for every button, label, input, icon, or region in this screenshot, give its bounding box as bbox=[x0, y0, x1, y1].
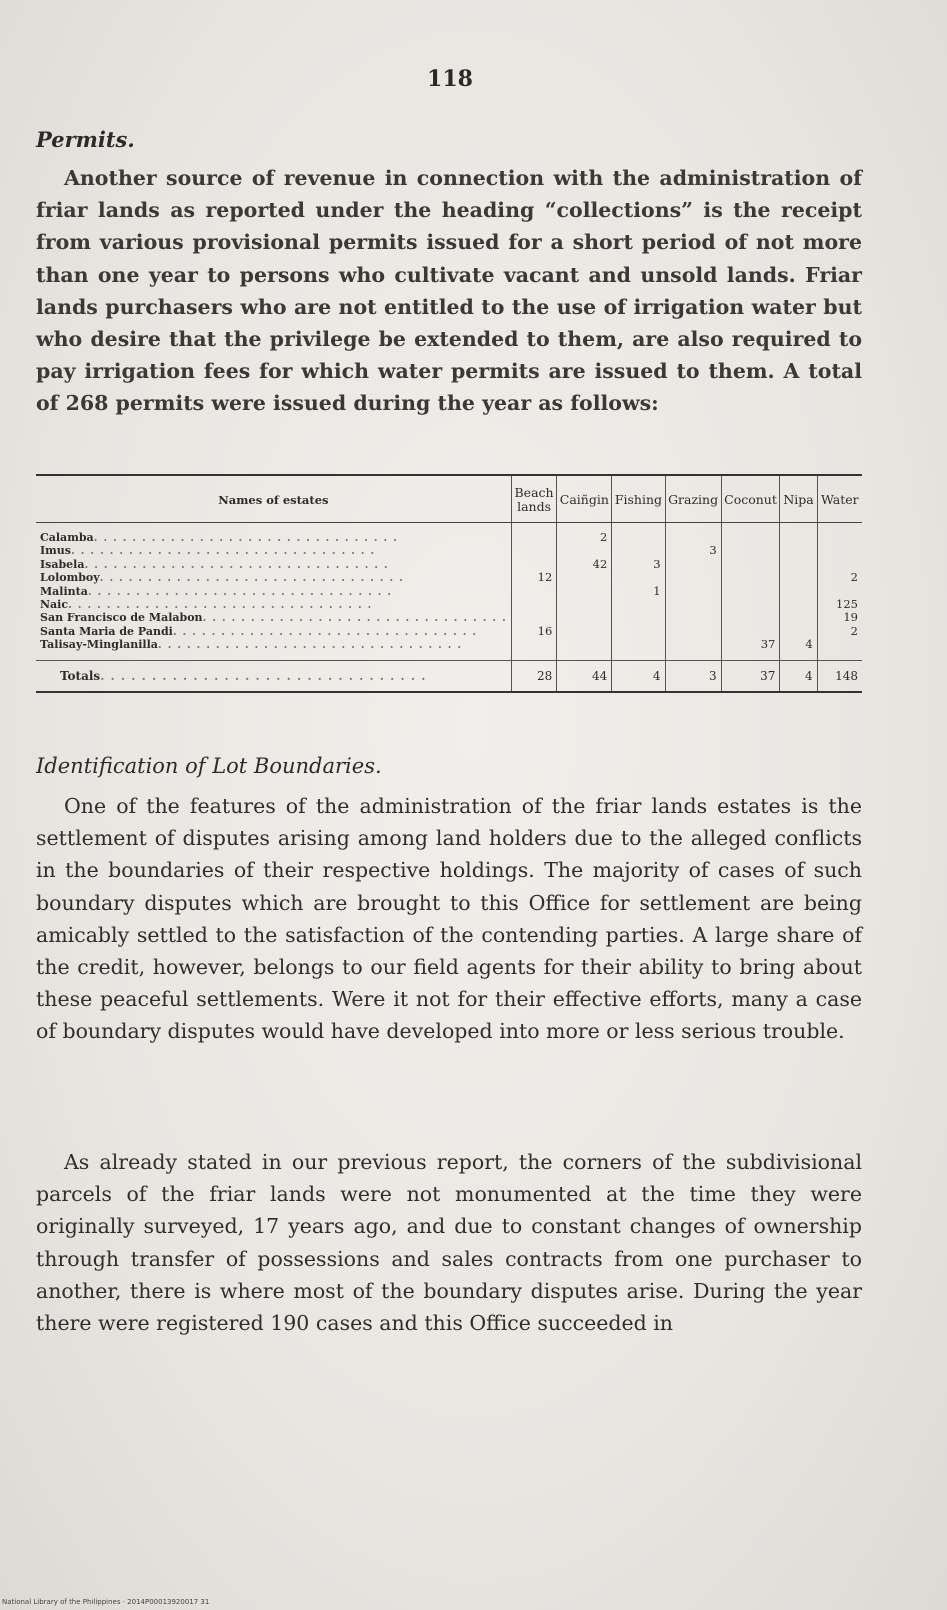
value-cell bbox=[721, 638, 780, 651]
identification-paragraph-2: As already stated in our previous report, the corners of the subdivisional parcels of the friar lands were not monumented at the time they were originally surveyed, 17 years ago, and due to constant changes of ownership through transfer of possessions and sales contracts from one purchaser to another, there is where most of the boundary disputes arise. During the year there were registered 190 cases and this Office succeeded in bbox=[36, 1150, 862, 1336]
value-cell bbox=[557, 625, 612, 638]
value-cell bbox=[612, 611, 665, 624]
value-cell bbox=[817, 598, 862, 611]
estate-name: Santa Maria de Pandi bbox=[40, 624, 173, 638]
estate-name-cell: Malinta. . . . . . . . . . . . . . . . . . . . . . . . . . . . . . . . bbox=[40, 584, 393, 598]
value-cell bbox=[557, 638, 612, 651]
table-row bbox=[36, 531, 862, 544]
estate-name-cell: Totals. . . . . . . . . . . . . . . . . . . . . . . . . . . . . . . . bbox=[36, 660, 511, 691]
value-cell bbox=[612, 585, 665, 598]
value-cell bbox=[612, 571, 665, 584]
value-cell bbox=[511, 544, 557, 557]
estate-name: Naic bbox=[40, 598, 69, 612]
value-cell bbox=[511, 598, 557, 611]
value-cell bbox=[511, 638, 557, 651]
estate-name-cell: Isabela. . . . . . . . . . . . . . . . . . . . . . . . . . . . . . . . bbox=[40, 557, 389, 571]
table-row bbox=[36, 625, 862, 638]
value-cell bbox=[665, 611, 721, 624]
cell-value: 125 bbox=[836, 597, 858, 612]
cell-value: 3 bbox=[709, 543, 717, 558]
estate-name: San Francisco de Malabon bbox=[40, 611, 203, 625]
header-water: Water bbox=[817, 476, 862, 523]
header-beach-lands: Beach lands bbox=[511, 476, 557, 523]
estate-name-cell: Santa Maria de Pandi. . . . . . . . . . . . . . . . . . . . . . . . . . . . . . . . bbox=[40, 624, 478, 638]
value-cell bbox=[557, 531, 612, 544]
header-nipa: Nipa bbox=[780, 476, 817, 523]
value-cell bbox=[817, 544, 862, 557]
value-cell bbox=[817, 531, 862, 544]
estate-name-cell: Imus. . . . . . . . . . . . . . . . . . . . . . . . . . . . . . . . bbox=[40, 544, 376, 558]
cell-value: 42 bbox=[592, 556, 608, 571]
estate-name-cell: Naic. . . . . . . . . . . . . . . . . . . . . . . . . . . . . . . . bbox=[40, 598, 373, 612]
value-cell bbox=[721, 611, 780, 624]
value-cell bbox=[665, 544, 721, 557]
value-cell bbox=[511, 531, 557, 544]
value-cell bbox=[665, 638, 721, 651]
cell-value: 1 bbox=[653, 583, 661, 598]
estate-name: Totals bbox=[60, 668, 101, 683]
value-cell bbox=[612, 660, 665, 691]
estate-name: Lolomboy bbox=[40, 571, 100, 585]
value-cell bbox=[557, 611, 612, 624]
value-cell bbox=[557, 558, 612, 571]
value-cell bbox=[721, 558, 780, 571]
value-cell bbox=[817, 558, 862, 571]
library-footer: National Library of the Philippines · 2014P00013920017 31 bbox=[2, 1598, 210, 1606]
cell-value: 44 bbox=[592, 668, 608, 683]
value-cell bbox=[780, 531, 817, 544]
value-cell bbox=[817, 625, 862, 638]
estate-name: Imus bbox=[40, 544, 71, 558]
value-cell bbox=[557, 571, 612, 584]
value-cell bbox=[511, 558, 557, 571]
estate-name: Calamba bbox=[40, 531, 94, 544]
table-row bbox=[36, 598, 862, 611]
value-cell bbox=[665, 531, 721, 544]
value-cell bbox=[612, 558, 665, 571]
table-header-row bbox=[36, 476, 862, 523]
estate-name-cell: San Francisco de Malabon. . . . . . . . . . . . . . . . . . . . . . . . . . . . . . . . bbox=[40, 611, 507, 625]
cell-value: 4 bbox=[652, 668, 661, 683]
table-row bbox=[36, 638, 862, 651]
value-cell bbox=[780, 558, 817, 571]
permits-paragraph: Another source of revenue in connection with the administration of friar lands as reported under the heading “collections” is the receipt from various provisional permits issued for a short period of not more than one year to persons who cultivate vacant and unsold lands. Friar lands purchasers who are not entitled to the use of irrigation water but who desire that the privilege be extended to them, are also required to pay irrigation fees for which water permits are issued to them. A total of 268 permits were issued during the year as follows: bbox=[36, 166, 862, 416]
table-row bbox=[36, 585, 862, 598]
cell-value: 148 bbox=[835, 668, 858, 683]
cell-value: 28 bbox=[537, 668, 553, 683]
value-cell bbox=[612, 531, 665, 544]
cell-value: 2 bbox=[850, 623, 858, 638]
permits-heading: Permits. bbox=[36, 127, 135, 152]
value-cell bbox=[665, 571, 721, 584]
value-cell bbox=[511, 585, 557, 598]
value-cell bbox=[557, 544, 612, 557]
header-coconut: Coconut bbox=[721, 476, 780, 523]
estate-name-cell: Talisay-Minglanilla. . . . . . . . . . . . . . . . . . . . . . . . . . . . . . . . bbox=[40, 638, 463, 652]
value-cell bbox=[817, 660, 862, 691]
value-cell bbox=[511, 660, 557, 691]
cell-value: 4 bbox=[805, 668, 813, 683]
value-cell bbox=[721, 531, 780, 544]
identification-paragraph-1: One of the features of the administration of the friar lands estates is the settlement of disputes arising among land holders due to the alleged conflicts in the boundaries of their respective holdings. The majority of cases of such boundary disputes which are brought to this Office for settlement are being amicably settled to the satisfaction of the contending parties. A large share of the credit, however, belongs to our field agents for their ability to bring about these peaceful settlements. Were it not for their effective efforts, many a case of boundary disputes would have developed into more or less serious trouble. bbox=[36, 794, 862, 1044]
table-row bbox=[36, 544, 862, 557]
identification-heading: Identification of Lot Boundaries. bbox=[36, 754, 382, 778]
value-cell bbox=[780, 585, 817, 598]
cell-value: 2 bbox=[599, 530, 608, 544]
estate-name: Talisay-Minglanilla bbox=[40, 638, 158, 652]
value-cell bbox=[721, 625, 780, 638]
value-cell bbox=[665, 660, 721, 691]
page-number: 118 bbox=[427, 66, 473, 92]
value-cell bbox=[817, 638, 862, 651]
value-cell bbox=[780, 611, 817, 624]
estate-name: Malinta bbox=[40, 584, 88, 598]
cell-value: 2 bbox=[850, 570, 858, 585]
value-cell bbox=[721, 598, 780, 611]
cell-value: 3 bbox=[653, 556, 661, 571]
value-cell bbox=[665, 558, 721, 571]
value-cell bbox=[721, 660, 780, 691]
value-cell bbox=[557, 585, 612, 598]
value-cell bbox=[780, 571, 817, 584]
value-cell bbox=[511, 611, 557, 624]
value-cell bbox=[817, 585, 862, 598]
header-fishing: Fishing bbox=[612, 476, 665, 523]
value-cell bbox=[511, 625, 557, 638]
table-row bbox=[36, 571, 862, 584]
cell-value: 19 bbox=[843, 610, 858, 625]
header-grazing: Grazing bbox=[665, 476, 721, 523]
value-cell bbox=[780, 544, 817, 557]
value-cell bbox=[557, 598, 612, 611]
value-cell bbox=[721, 544, 780, 557]
value-cell bbox=[612, 544, 665, 557]
value-cell bbox=[780, 660, 817, 691]
header-caingin: Caiñgin bbox=[557, 476, 612, 523]
value-cell bbox=[665, 625, 721, 638]
table-row bbox=[36, 611, 862, 624]
value-cell bbox=[665, 598, 721, 611]
cell-value: 37 bbox=[760, 668, 776, 683]
table-bottom-rule bbox=[36, 691, 862, 693]
value-cell bbox=[612, 598, 665, 611]
value-cell bbox=[817, 611, 862, 624]
value-cell bbox=[557, 660, 612, 691]
value-cell bbox=[721, 585, 780, 598]
estate-name-cell: Calamba. . . . . . . . . . . . . . . . . . . . . . . . . . . . . . . . bbox=[40, 531, 398, 544]
value-cell bbox=[612, 638, 665, 651]
value-cell bbox=[612, 625, 665, 638]
estate-name-cell: Lolomboy. . . . . . . . . . . . . . . . . . . . . . . . . . . . . . . . bbox=[40, 571, 404, 585]
cell-value: 4 bbox=[805, 637, 813, 652]
header-names-of-estates: Names of estates bbox=[36, 476, 511, 523]
cell-value: 12 bbox=[537, 570, 553, 585]
table-row bbox=[36, 558, 862, 571]
value-cell bbox=[511, 571, 557, 584]
cell-value: 3 bbox=[709, 668, 717, 683]
estate-name: Isabela bbox=[40, 557, 85, 571]
value-cell bbox=[665, 585, 721, 598]
value-cell bbox=[721, 571, 780, 584]
value-cell bbox=[780, 598, 817, 611]
value-cell bbox=[817, 571, 862, 584]
cell-value: 16 bbox=[537, 623, 553, 638]
table-totals-row bbox=[36, 660, 862, 691]
value-cell bbox=[780, 625, 817, 638]
permits-table bbox=[36, 474, 862, 693]
cell-value: 37 bbox=[760, 637, 776, 652]
value-cell bbox=[780, 638, 817, 651]
